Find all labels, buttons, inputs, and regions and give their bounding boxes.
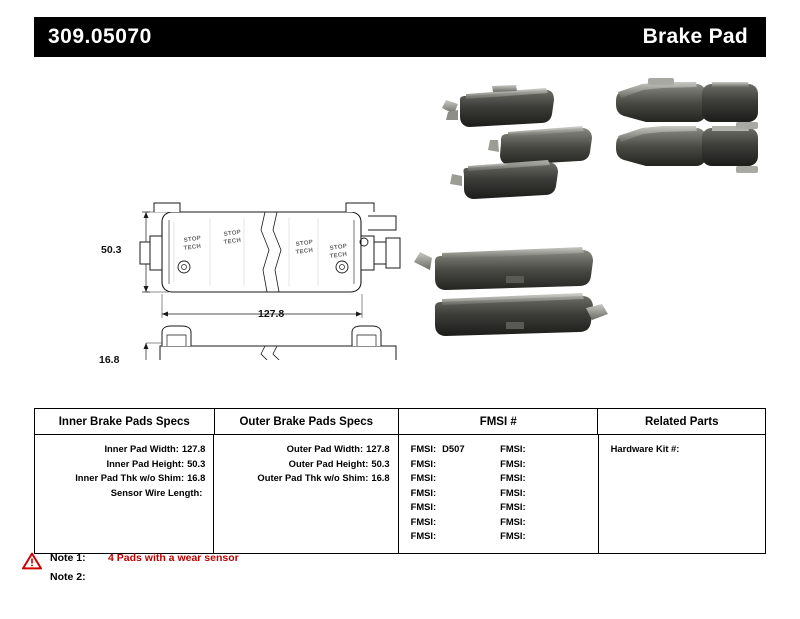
svg-text:TECH: TECH	[295, 247, 314, 256]
svg-text:STOP: STOP	[223, 229, 242, 238]
svg-text:STOP: STOP	[183, 235, 202, 244]
header-outer-specs: Outer Brake Pads Specs	[215, 409, 400, 435]
spec-row: Inner Pad Height: 50.3	[106, 457, 206, 469]
inner-specs-cell	[35, 435, 214, 553]
table-header-row	[35, 409, 765, 435]
svg-text:TECH: TECH	[183, 243, 202, 252]
note-1-text: 4 Pads with a wear sensor	[108, 552, 239, 564]
fmsi-row: FMSI:	[410, 457, 437, 469]
spec-row: Outer Pad Thk w/o Shim: 16.8	[257, 472, 390, 483]
spec-row: Sensor Wire Length:	[110, 486, 203, 498]
product-drawing-area	[34, 70, 766, 390]
outer-specs-cell	[214, 435, 398, 553]
document-header	[34, 17, 766, 57]
fmsi-cell	[399, 435, 599, 553]
table-body-row	[35, 435, 765, 553]
pad-photo-group-left	[442, 85, 592, 199]
dimension-width-label: 127.8	[258, 308, 285, 320]
fmsi-row: FMSI:	[410, 530, 437, 541]
fmsi-row: FMSI:	[410, 515, 437, 527]
fmsi-row: FMSI:	[500, 501, 526, 512]
fmsi-row: FMSI:	[500, 530, 526, 541]
fmsi-row: FMSI:	[500, 515, 526, 527]
fmsi-column-left	[411, 442, 501, 544]
fmsi-column-right	[500, 442, 590, 544]
fmsi-row: FMSI:	[410, 486, 437, 498]
fmsi-row: FMSI:	[500, 457, 526, 469]
dimension-height-label: 50.3	[101, 244, 122, 256]
fmsi-row: FMSI:	[500, 443, 526, 454]
note-row-1	[50, 552, 550, 571]
technical-line-drawings	[34, 70, 414, 360]
spec-row: Inner Pad Width: 127.8	[104, 443, 206, 454]
part-number: 309.05070	[48, 25, 152, 48]
spec-row: Inner Pad Thk w/o Shim: 16.8	[75, 472, 206, 483]
fmsi-row: FMSI:	[500, 472, 526, 483]
specifications-table	[34, 408, 766, 554]
related-row: Hardware Kit #:	[610, 443, 680, 454]
svg-text:STOP: STOP	[329, 243, 348, 252]
fmsi-row: FMSI:	[410, 501, 437, 512]
product-photo-illustrations	[396, 70, 766, 360]
note-1-label: Note 1:	[50, 552, 86, 564]
svg-text:TECH: TECH	[329, 251, 348, 260]
pad-photo-group-bottom	[414, 247, 608, 336]
header-related-parts: Related Parts	[598, 409, 765, 435]
fmsi-row: FMSI:	[500, 486, 526, 498]
related-parts-cell	[599, 435, 765, 553]
svg-text:STOP: STOP	[295, 239, 314, 248]
svg-text:TECH: TECH	[223, 237, 242, 246]
header-inner-specs: Inner Brake Pads Specs	[35, 409, 215, 435]
dimension-thickness-label: 16.8	[99, 354, 120, 366]
notes-section	[50, 552, 550, 590]
spec-row: Outer Pad Width: 127.8	[286, 443, 390, 454]
note-row-2	[50, 571, 550, 590]
header-fmsi: FMSI #	[399, 409, 598, 435]
fmsi-row: FMSI:	[410, 472, 437, 483]
document-type-title: Brake Pad	[642, 25, 748, 48]
spec-row: Outer Pad Height: 50.3	[288, 457, 390, 469]
pad-photo-group-right	[616, 78, 758, 173]
warning-icon	[22, 552, 42, 570]
note-2-label: Note 2:	[50, 571, 86, 583]
fmsi-row: FMSI: D507	[410, 443, 465, 454]
